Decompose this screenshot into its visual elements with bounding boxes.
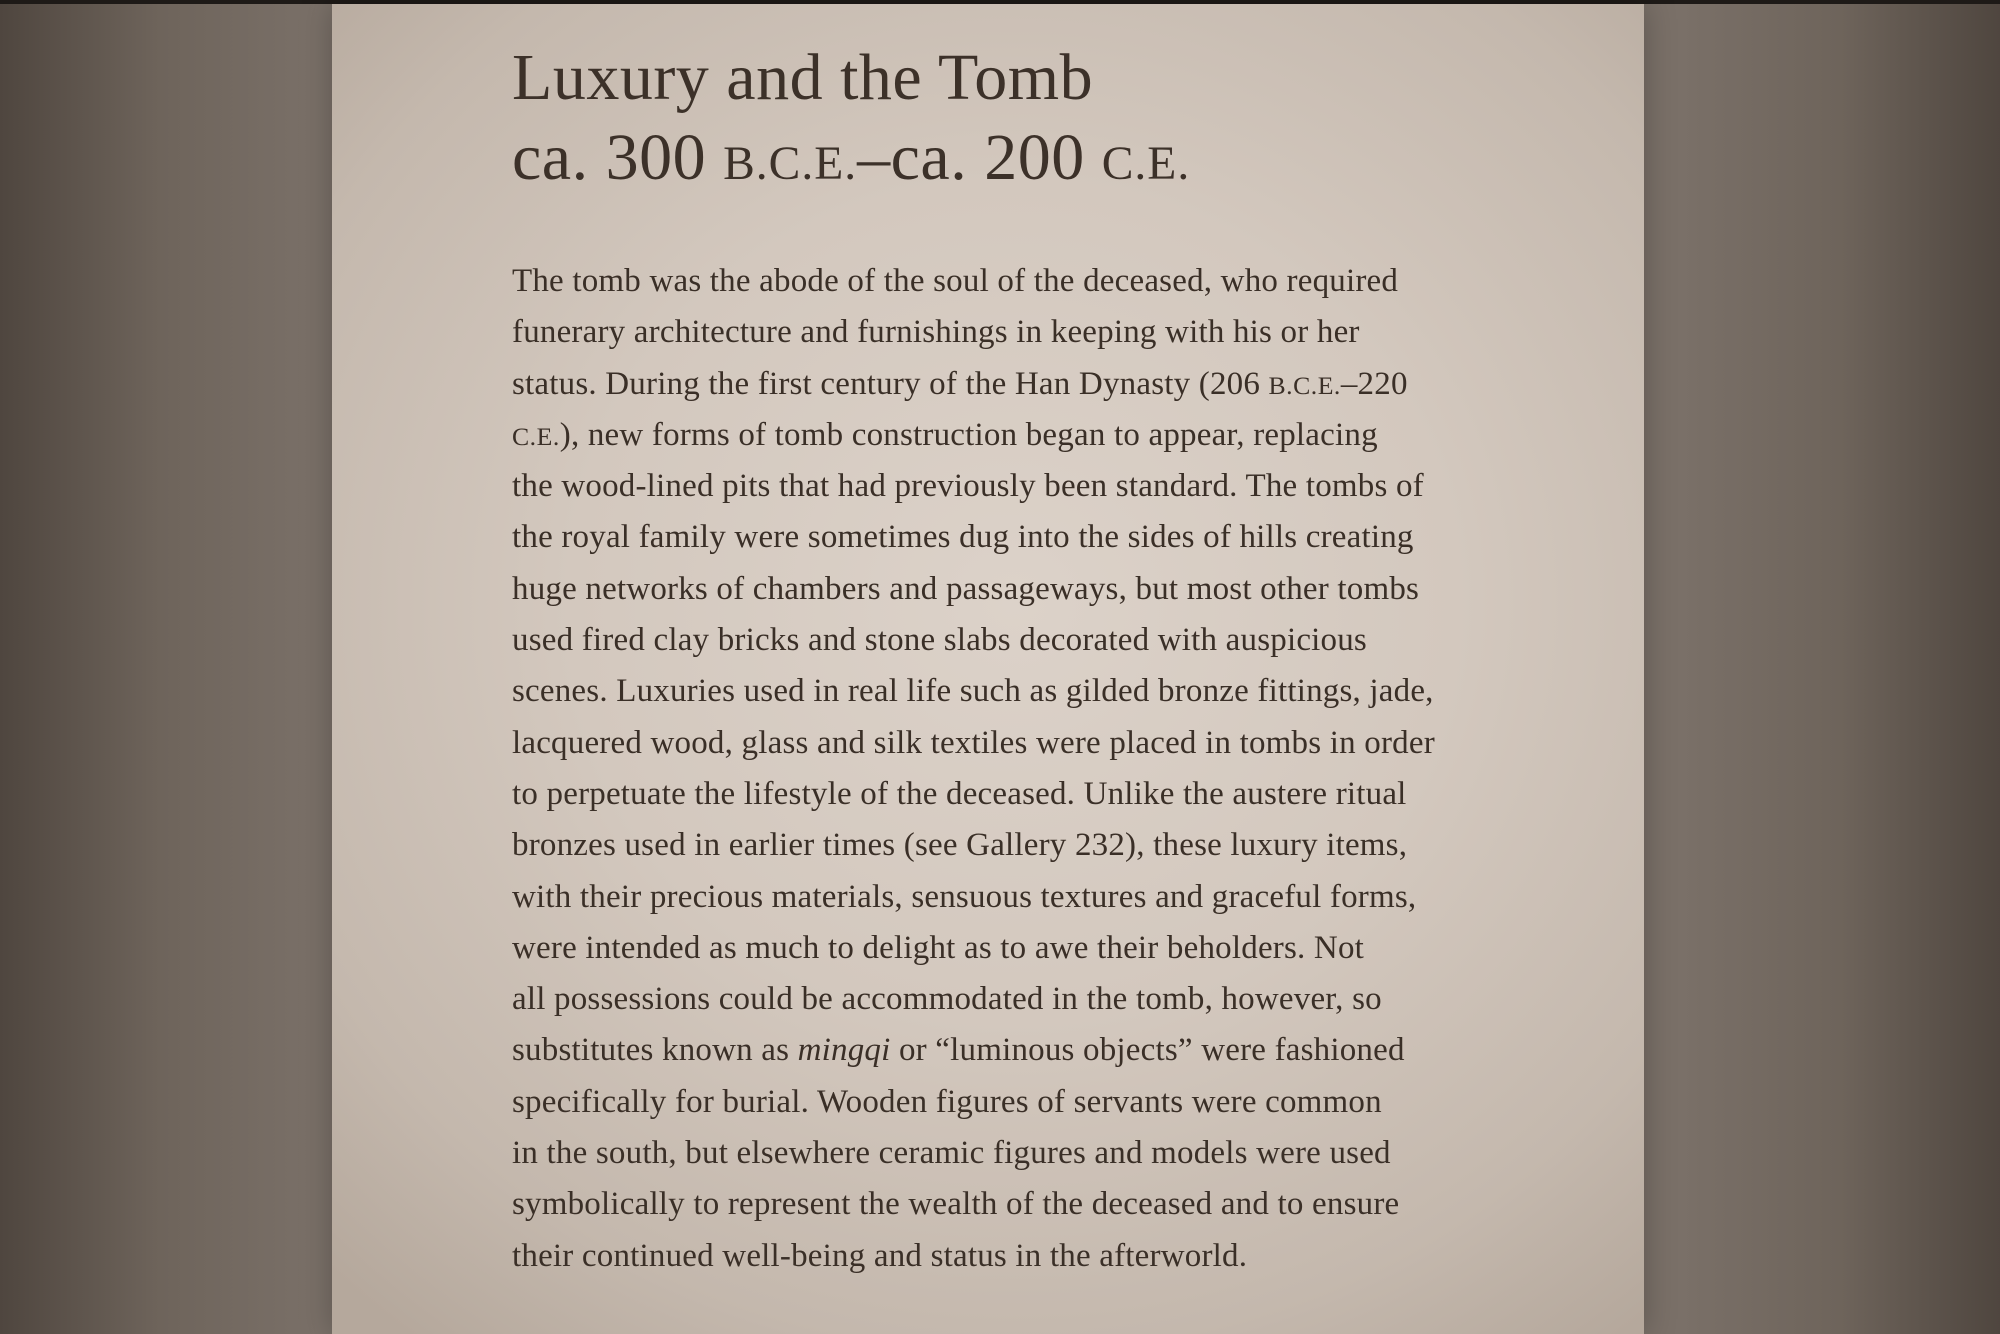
body-line-3-text: status. During the first century of the Han Dynasty (206 [512,365,1269,402]
body-line-3-end: –220 [1340,365,1408,402]
body-line-2: funerary architecture and furnishings in keeping with his or her [512,314,1360,351]
body-era-ce: C.E. [512,421,560,451]
body-line-16 [512,1025,1512,1076]
body-line-1: The tomb was the abode of the soul of the deceased, who required [512,263,1399,299]
body-line-6: the royal family were sometimes dug into the sides of hills creating [512,519,1414,556]
body-line-10: lacquered wood, glass and silk textiles were placed in tombs in order [512,724,1435,761]
body-line-16-end: or “luminous objects” were fashioned [890,1032,1405,1069]
body-line-15: all possessions could be accommodated in the tomb, however, so [512,981,1382,1018]
body-line-13: with their precious materials, sensuous textures and graceful forms, [512,878,1417,915]
title-era-bce: B.C.E. [723,138,858,190]
body-line-11: to perpetuate the lifestyle of the deceased. Unlike the austere ritual [512,775,1407,812]
body-line-20: their continued well-being and status in the afterworld. [512,1237,1248,1274]
body-line-5: the wood-lined pits that had previously been standard. The tombs of [512,468,1424,505]
title-line-2 [512,118,1512,204]
body-line-7: huge networks of chambers and passageways, but most other tombs [512,570,1420,607]
title-era-ce: C.E. [1101,138,1191,190]
label-title [512,38,1512,204]
body-line-18: in the south, but elsewhere ceramic figures and models were used [512,1135,1391,1172]
body-line-12: bronzes used in earlier times (see Gallery 232), these luxury items, [512,827,1408,864]
body-line-3 [512,359,1512,410]
title-date-end: –ca. 200 [857,121,1102,194]
body-line-4-text: ), new forms of tomb construction began to appear, replacing [559,416,1378,453]
body-line-19: symbolically to represent the wealth of the deceased and to ensure [512,1186,1400,1223]
body-line-9: scenes. Luxuries used in real life such as gilded bronze fittings, jade, [512,673,1434,710]
body-line-17: specifically for burial. Wooden figures of servants were common [512,1083,1382,1120]
mingqi-term: mingqi [797,1032,891,1069]
body-line-16-start: substitutes known as [512,1032,798,1069]
body-line-8: used fired clay bricks and stone slabs decorated with auspicious [512,622,1367,659]
label-body-text [512,256,1512,1282]
title-line-1: Luxury and the Tomb [512,41,1094,114]
body-line-14: were intended as much to delight as to awe their beholders. Not [512,929,1365,966]
title-date-start: ca. 300 [512,121,724,194]
body-line-4 [512,410,1512,461]
body-era-bce: B.C.E. [1268,370,1341,400]
